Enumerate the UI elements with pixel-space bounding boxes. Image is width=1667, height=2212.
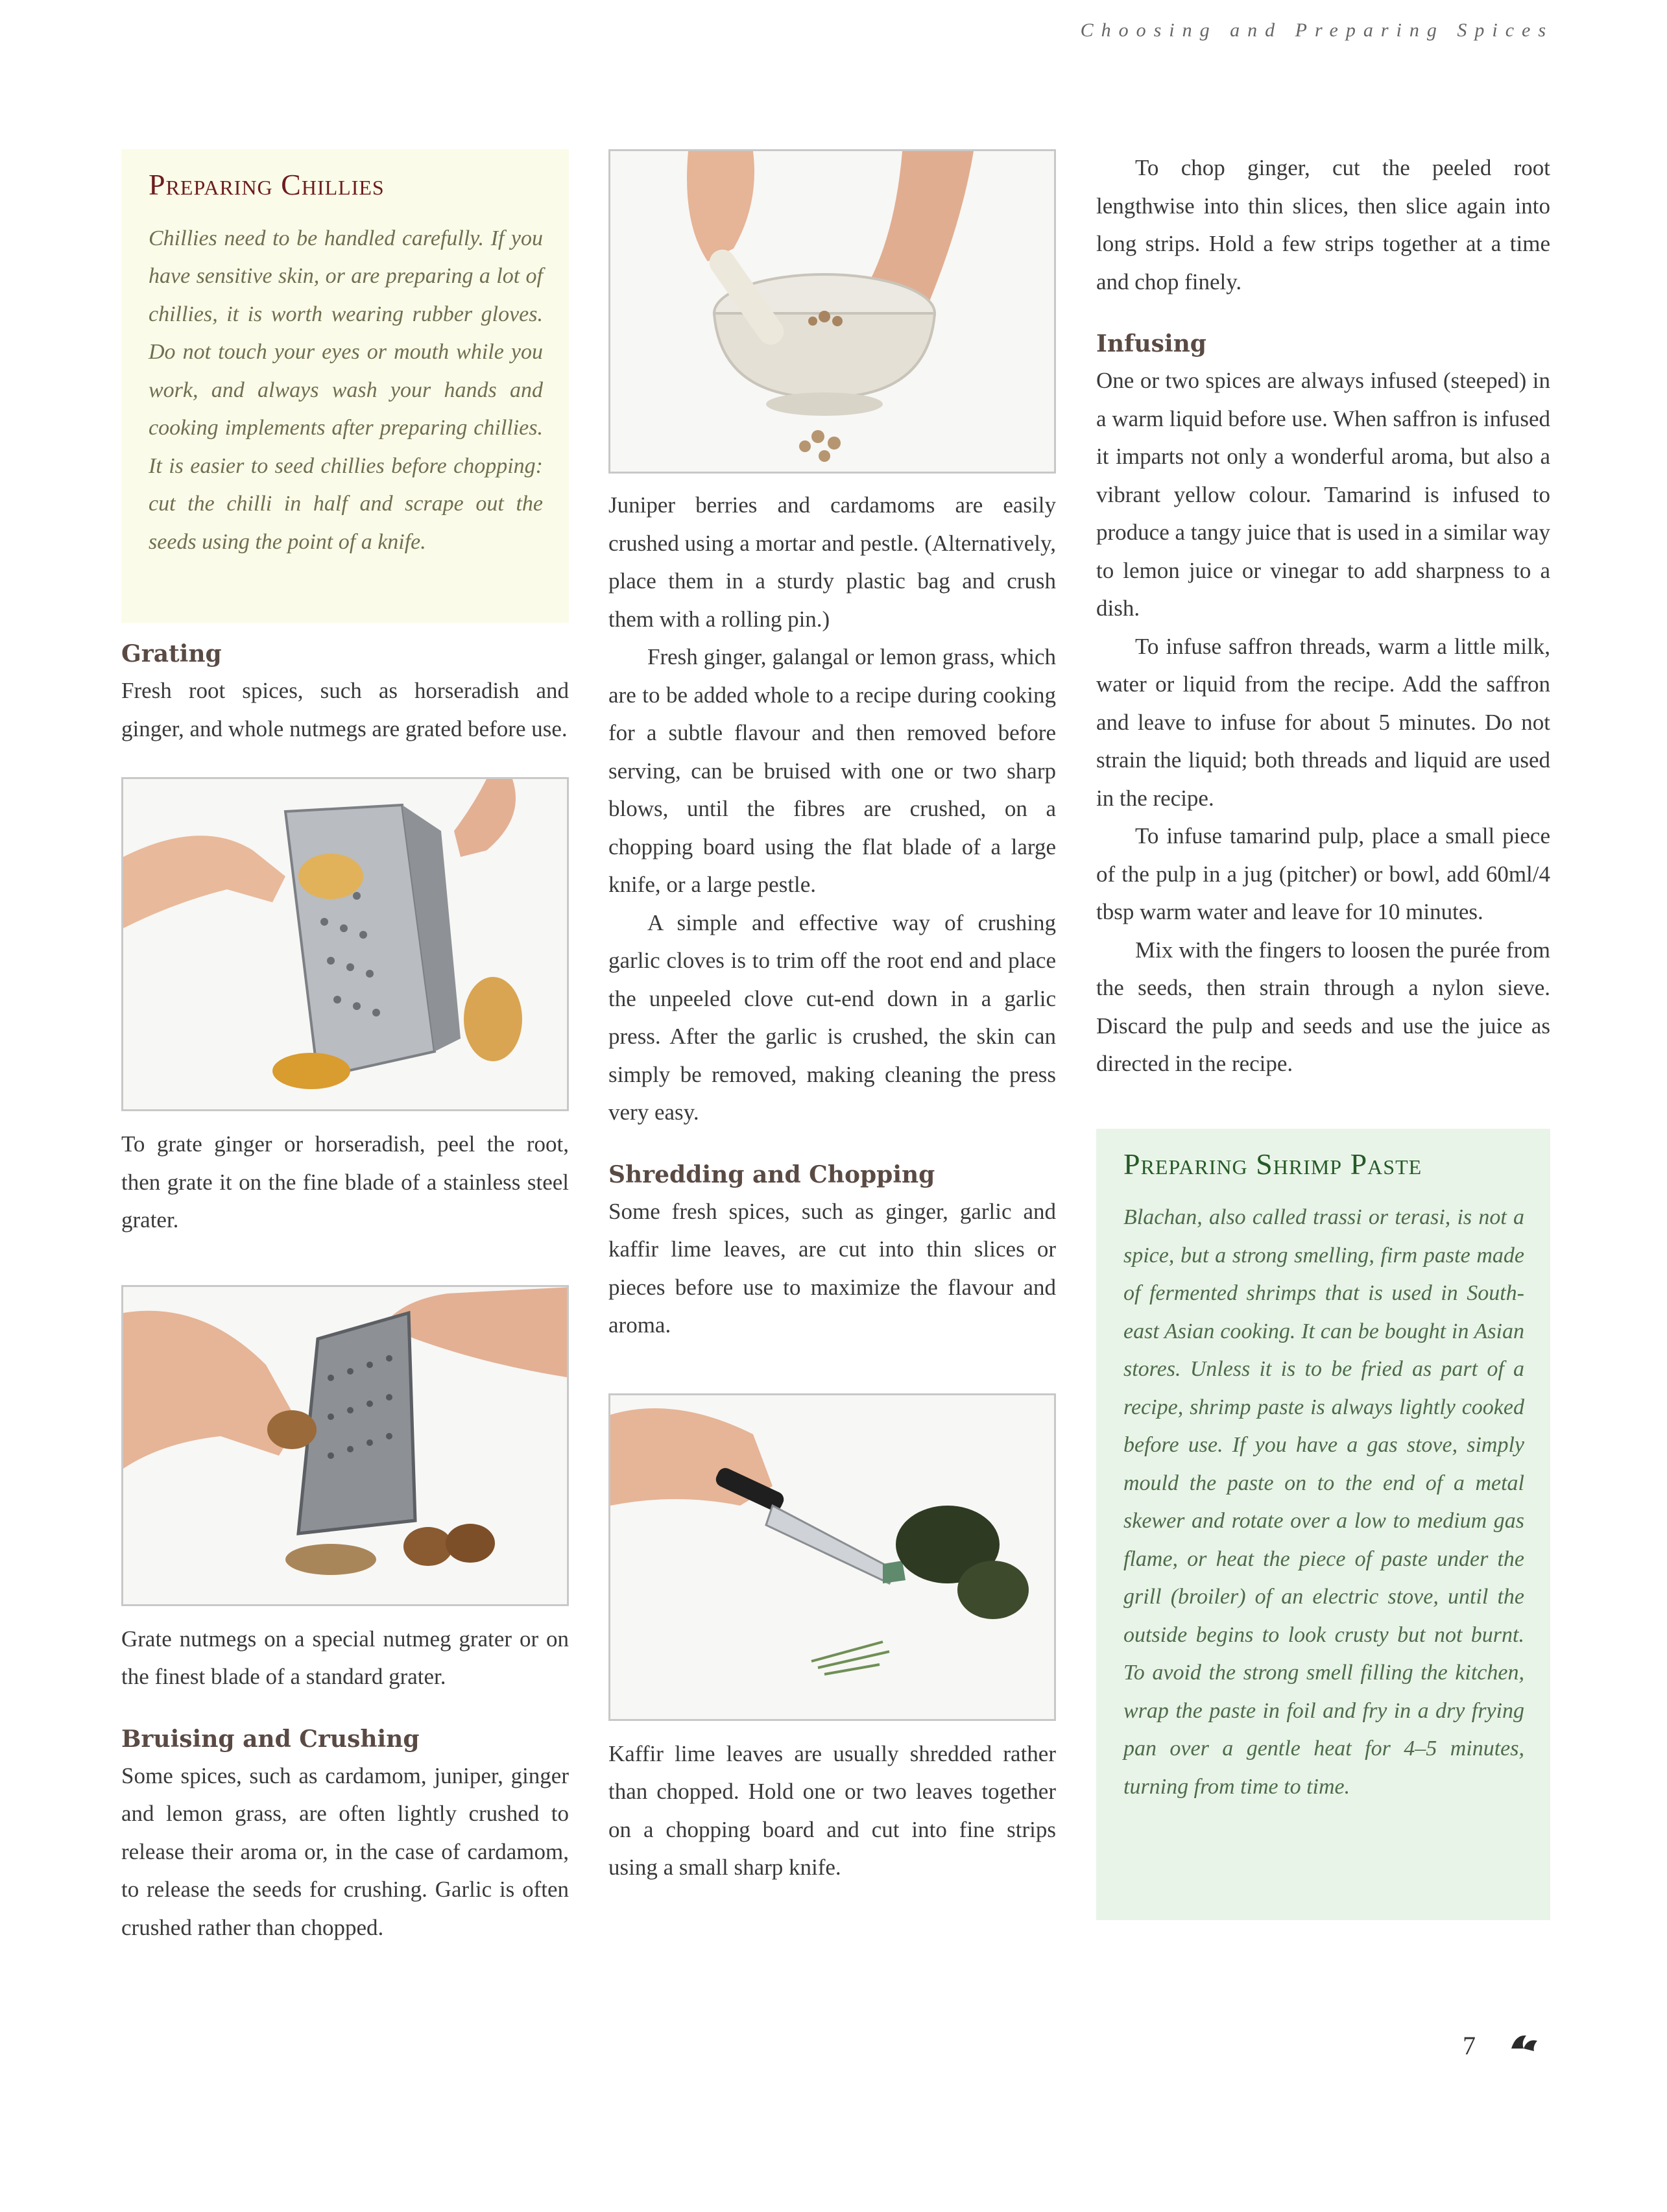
leaf-ornament-icon bbox=[1508, 2029, 1541, 2055]
photo-grating-nutmeg bbox=[121, 1285, 569, 1606]
infusing-para-1: One or two spices are always infused (steeped) in a warm liquid before use. When saffron is infused it imparts not only a wonderful aroma, but also a vibrant yellow colour. Tamarind is infused to produce a tangy juice that is used in a similar way to lemon juice or vinegar to add sharpness to a dish. bbox=[1096, 368, 1550, 621]
shredding-heading: Shredding and Chopping bbox=[608, 1160, 935, 1188]
shredding-text: Some fresh spices, such as ginger, garlic and kaffir lime leaves, are cut into thin slices or pieces before use to maximize the flavour and aroma. bbox=[608, 1198, 1056, 1338]
caption-kaffir-text: Kaffir lime leaves are usually shredded rather than chopped. Hold one or two leaves together on a chopping board and cut into fine strips using a small sharp knife. bbox=[608, 1740, 1056, 1880]
caption-grating-ginger-text: To grate ginger or horseradish, peel the root, then grate it on the fine blade of a stainless steel grater. bbox=[121, 1131, 569, 1232]
grating-section bbox=[121, 636, 569, 748]
shrimp-box-text: Blachan, also called trassi or terasi, is not a spice, but a strong smelling, firm paste made of fermented shrimps that is used in South-east Asian cooking. It can be bought in Asian stores. Unless it is to be fried as part of a recipe, shrimp paste is always lightly cooked before use. If you have a gas stove, simply mould the paste on to the end of a metal skewer and rotate over a low to medium gas flame, or heat the piece of paste under the grill (broiler) of an electric stove, until the outside begins to look crusty but not burnt. To avoid the strong smell filling the kitchen, wrap the paste in foil and fry in a dry frying pan over a gentle heat for 4–5 minutes, turning from time to time. bbox=[1123, 1205, 1524, 1799]
shredding-section bbox=[608, 1157, 1056, 1345]
grating-heading: Grating bbox=[121, 640, 222, 667]
grating-text: Fresh root spices, such as horseradish and ginger, and whole nutmegs are grated before use. bbox=[121, 678, 569, 741]
bruising-continued bbox=[608, 638, 1056, 1132]
infusing-section bbox=[1096, 326, 1550, 1083]
column-3 bbox=[1096, 149, 1550, 1920]
infusing-para-4: Mix with the fingers to loosen the purée from the seeds, then strain through a nylon sieve. Discard the pulp and seeds and use the juice as directed in the recipe. bbox=[1096, 937, 1550, 1076]
photo-mortar-pestle bbox=[608, 149, 1056, 474]
grater-illustration bbox=[123, 779, 569, 1111]
chop-ginger-section bbox=[1096, 149, 1550, 301]
chillies-box-title: Preparing Chillies bbox=[149, 168, 385, 201]
para-bruising-ginger: Fresh ginger, galangal or lemon grass, which are to be added whole to a recipe during cooking for a subtle flavour and then removed before serving, can be bruised with one or two sharp blows, until the fibres are crushed, on a chopping board using the flat blade of a large knife, or a large pestle. bbox=[608, 644, 1056, 897]
caption-grating-ginger bbox=[121, 1125, 569, 1240]
bruising-text: Some spices, such as cardamom, juniper, ginger and lemon grass, are often lightly crushed to release their aroma or, in the case of cardamom, to release the seeds for crushing. Garlic is often crushed rather than chopped. bbox=[121, 1762, 569, 1940]
photo-grating-ginger bbox=[121, 777, 569, 1111]
shrimp-box-title: Preparing Shrimp Paste bbox=[1123, 1147, 1422, 1181]
mortar-illustration bbox=[610, 151, 1056, 474]
column-1 bbox=[121, 149, 569, 1947]
preparing-shrimp-paste-box bbox=[1096, 1129, 1550, 1920]
nutmeg-grater-illustration bbox=[123, 1287, 569, 1606]
para-chop-ginger: To chop ginger, cut the peeled root lengthwise into thin slices, then slice again into long strips. Hold a few strips together at a time and chop finely. bbox=[1096, 155, 1550, 295]
page-number: 7 bbox=[1463, 2031, 1476, 2060]
preparing-chillies-box bbox=[121, 149, 569, 623]
infusing-heading: Infusing bbox=[1096, 330, 1206, 357]
para-crushing-garlic: A simple and effective way of crushing garlic cloves is to trim off the root end and place the unpeeled clove cut-end down in a garlic press. After the garlic is crushed, the skin can simply be removed, making cleaning the press very easy. bbox=[608, 909, 1056, 1125]
bruising-heading: Bruising and Crushing bbox=[121, 1725, 420, 1753]
bruising-section bbox=[121, 1721, 569, 1947]
caption-grating-nutmeg-text: Grate nutmegs on a special nutmeg grater or on the finest blade of a standard grater. bbox=[121, 1626, 569, 1689]
infusing-para-3: To infuse tamarind pulp, place a small piece of the pulp in a jug (pitcher) or bowl, add 60ml/4 tbsp warm water and leave for 10 minutes. bbox=[1096, 823, 1550, 924]
column-2 bbox=[608, 149, 1056, 1887]
infusing-para-2: To infuse saffron threads, warm a little milk, water or liquid from the recipe. Add the saffron and leave to infuse for about 5 minutes. Do not strain the liquid; both threads and liquid are used in the recipe. bbox=[1096, 633, 1550, 811]
running-head: Choosing and Preparing Spices bbox=[1080, 19, 1553, 41]
chillies-box-text: Chillies need to be handled carefully. If you have sensitive skin, or are preparing a lot of chillies, it is worth wearing rubber gloves. Do not touch your eyes or mouth while you work, and always wash your hands and cooking implements after preparing chillies. It is easier to seed chillies before chopping: cut the chilli in half and scrape out the seeds using the point of a knife. bbox=[149, 226, 543, 554]
knife-leaves-illustration bbox=[610, 1395, 1056, 1721]
photo-kaffir-lime bbox=[608, 1393, 1056, 1721]
caption-grating-nutmeg bbox=[121, 1620, 569, 1696]
caption-kaffir bbox=[608, 1735, 1056, 1887]
caption-mortar-text: Juniper berries and cardamoms are easily crushed using a mortar and pestle. (Alternatively, place them in a sturdy plastic bag and crush them with a rolling pin.) bbox=[608, 492, 1056, 632]
caption-mortar bbox=[608, 487, 1056, 638]
